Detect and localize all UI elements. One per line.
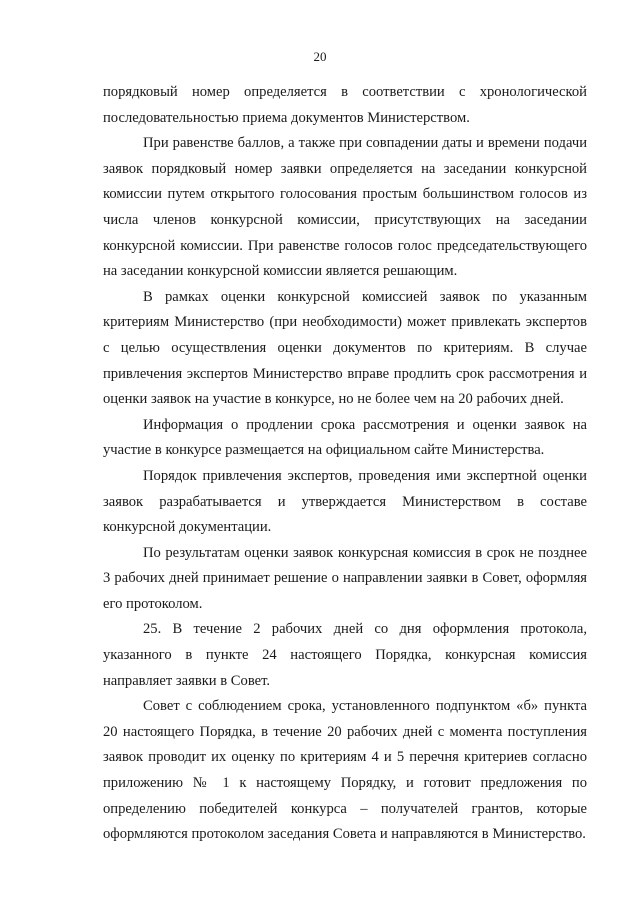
paragraph-evaluation-results: По результатам оценки заявок конкурсная комиссия в срок не позднее 3 рабочих дней принимает решение о направлении заявки в Совет, оформляя его протоколом. (103, 544, 587, 612)
body-text (103, 80, 587, 848)
paragraph-item-25: 25. В течение 2 рабочих дней со дня оформления протокола, указанного в пункте 24 настоящего Порядка, конкурсная комиссия направляет заявки в Совет. (103, 621, 587, 689)
paragraph-continuation: порядковый номер определяется в соответствии с хронологической последовательностью приема документов Министерством. (103, 84, 587, 126)
paragraph-equal-scores: При равенстве баллов, а также при совпадении даты и времени подачи заявок порядковый номер заявки определяется на заседании конкурсной комиссии путем открытого голосования простым большинством голосов из числа членов конкурсной комиссии, присутствующих на заседании конкурсной комиссии. При равенстве голосов голос председательствующего на заседании конкурсной комиссии является решающим. (103, 135, 587, 280)
paragraph-experts-involvement: В рамках оценки конкурсной комиссией заявок по указанным критериям Министерство (при необходимости) может привлекать экспертов с целью осуществления оценки документов по критериям. В случае привлечения экспертов Министерство вправе продлить срок рассмотрения и оценки заявок на участие в конкурсе, но не более чем на 20 рабочих дней. (103, 288, 587, 408)
page-number: 20 (313, 49, 327, 64)
paragraph-extension-info: Информация о продлении срока рассмотрения и оценки заявок на участие в конкурсе размещается на официальном сайте Министерства. (103, 416, 587, 459)
paragraph-council-evaluation: Совет с соблюдением срока, установленного подпунктом «б» пункта 20 настоящего Порядка, в течение 20 рабочих дней с момента поступления заявок проводит их оценку по критериям 4 и 5 перечня критериев согласно приложению № 1 к настоящему Порядку, и готовит предложения по определению победителей конкурса – получателей грантов, которые оформляются протоколом заседания Совета и направляются в Министерство. (103, 698, 587, 843)
paragraph-experts-procedure: Порядок привлечения экспертов, проведения ими экспертной оценки заявок разрабатывается и утверждается Министерством в составе конкурсной документации. (103, 467, 587, 536)
